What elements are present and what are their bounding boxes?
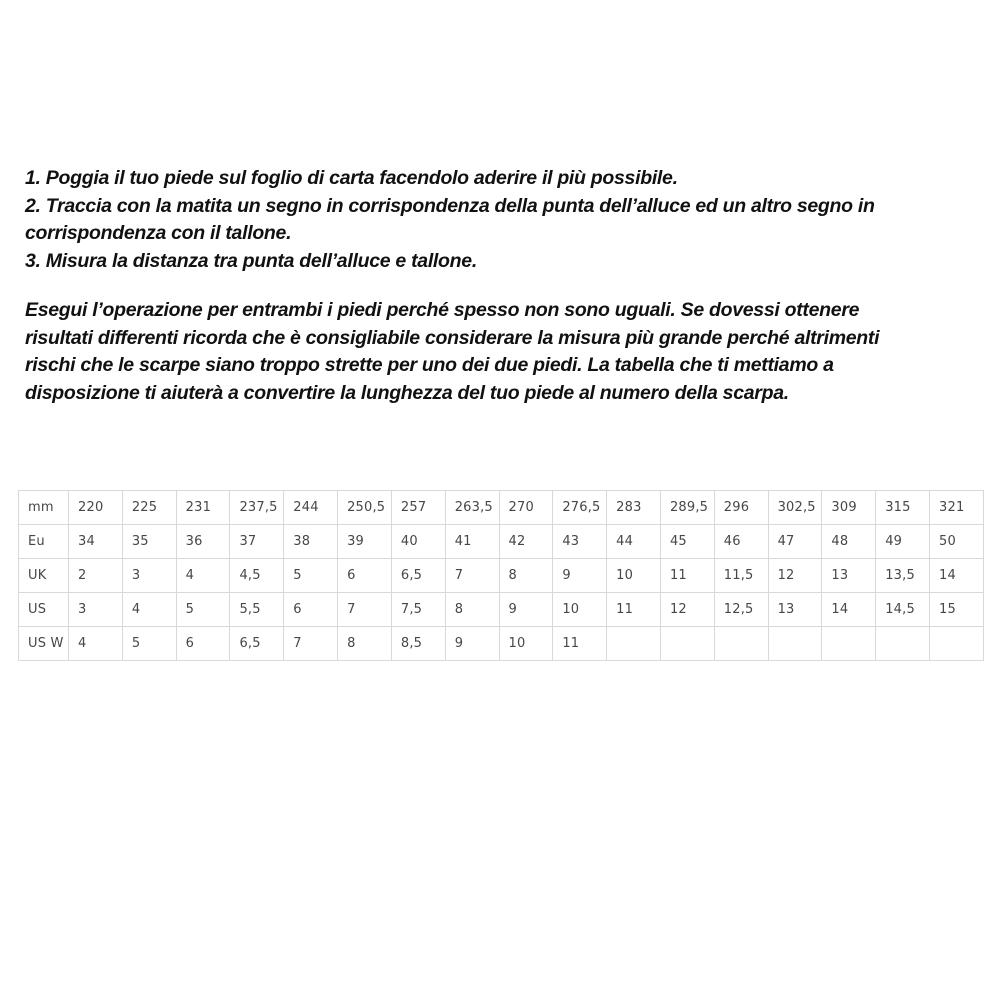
step-line-3: 3. Misura la distanza tra punta dell’alluce e tallone. xyxy=(25,249,477,272)
size-value-cell: 11,5 xyxy=(714,559,768,593)
size-value-cell: 257 xyxy=(391,491,445,525)
size-value-cell: 14,5 xyxy=(876,593,930,627)
size-value-cell: 39 xyxy=(338,525,392,559)
size-value-cell: 44 xyxy=(607,525,661,559)
size-value-cell xyxy=(768,627,822,661)
size-value-cell: 244 xyxy=(284,491,338,525)
size-value-cell: 276,5 xyxy=(553,491,607,525)
size-value-cell: 6 xyxy=(338,559,392,593)
advice-line-1: Esegui l’operazione per entrambi i piedi perché spesso non sono uguali. Se dovessi ottenere xyxy=(25,299,860,321)
size-value-cell: 8 xyxy=(445,593,499,627)
size-value-cell: 4,5 xyxy=(230,559,284,593)
table-row xyxy=(19,525,984,559)
size-value-cell xyxy=(876,627,930,661)
size-value-cell: 10 xyxy=(499,627,553,661)
size-value-cell: 9 xyxy=(553,559,607,593)
size-value-cell: 6,5 xyxy=(230,627,284,661)
size-value-cell: 7 xyxy=(284,627,338,661)
size-value-cell: 10 xyxy=(607,559,661,593)
size-value-cell: 38 xyxy=(284,525,338,559)
size-value-cell: 4 xyxy=(122,593,176,627)
size-value-cell: 8 xyxy=(338,627,392,661)
size-value-cell: 42 xyxy=(499,525,553,559)
size-value-cell: 48 xyxy=(822,525,876,559)
size-value-cell: 47 xyxy=(768,525,822,559)
size-value-cell: 9 xyxy=(445,627,499,661)
size-value-cell: 10 xyxy=(553,593,607,627)
size-value-cell: 5 xyxy=(122,627,176,661)
size-value-cell: 36 xyxy=(176,525,230,559)
size-value-cell: 5 xyxy=(284,559,338,593)
size-value-cell: 270 xyxy=(499,491,553,525)
row-label-cell: US xyxy=(19,593,69,627)
size-value-cell xyxy=(607,627,661,661)
measurement-steps xyxy=(25,165,875,275)
size-value-cell: 12 xyxy=(768,559,822,593)
step-line-2-continuation: corrispondenza con il tallone. xyxy=(25,222,292,244)
size-value-cell: 231 xyxy=(176,491,230,525)
size-value-cell: 5,5 xyxy=(230,593,284,627)
size-value-cell: 34 xyxy=(69,525,123,559)
size-value-cell: 302,5 xyxy=(768,491,822,525)
size-value-cell: 2 xyxy=(69,559,123,593)
size-value-cell: 6,5 xyxy=(391,559,445,593)
table-row xyxy=(19,593,984,627)
size-value-cell: 250,5 xyxy=(338,491,392,525)
size-value-cell: 263,5 xyxy=(445,491,499,525)
size-value-cell: 321 xyxy=(930,491,984,525)
advice-line-2: risultati differenti ricorda che è consigliabile considerare la misura più grande perché altrimenti xyxy=(25,326,880,349)
size-value-cell: 3 xyxy=(122,559,176,593)
size-value-cell: 237,5 xyxy=(230,491,284,525)
size-value-cell: 4 xyxy=(176,559,230,593)
size-value-cell: 309 xyxy=(822,491,876,525)
size-value-cell: 7 xyxy=(338,593,392,627)
advice-paragraph xyxy=(25,297,879,407)
size-value-cell: 13,5 xyxy=(876,559,930,593)
size-value-cell: 14 xyxy=(930,559,984,593)
size-value-cell: 40 xyxy=(391,525,445,559)
size-value-cell: 225 xyxy=(122,491,176,525)
size-value-cell: 35 xyxy=(122,525,176,559)
size-value-cell: 315 xyxy=(876,491,930,525)
size-conversion-table xyxy=(18,490,984,661)
size-value-cell: 7 xyxy=(445,559,499,593)
size-value-cell: 289,5 xyxy=(660,491,714,525)
row-label-cell: mm xyxy=(19,491,69,525)
advice-line-3: rischi che le scarpe siano troppo strette per uno dei due piedi. La tabella che ti mettiamo a xyxy=(25,354,834,376)
table-row xyxy=(19,627,984,661)
size-value-cell: 13 xyxy=(822,559,876,593)
size-value-cell: 37 xyxy=(230,525,284,559)
advice-line-4: disposizione ti aiuterà a convertire la lunghezza del tuo piede al numero della scarpa. xyxy=(25,381,789,404)
size-value-cell: 296 xyxy=(714,491,768,525)
size-value-cell: 13 xyxy=(768,593,822,627)
size-value-cell: 45 xyxy=(660,525,714,559)
size-value-cell: 6 xyxy=(284,593,338,627)
size-value-cell: 43 xyxy=(553,525,607,559)
table-row xyxy=(19,491,984,525)
size-value-cell: 220 xyxy=(69,491,123,525)
size-value-cell: 14 xyxy=(822,593,876,627)
size-value-cell: 8 xyxy=(499,559,553,593)
size-value-cell: 41 xyxy=(445,525,499,559)
size-value-cell xyxy=(930,627,984,661)
size-value-cell: 4 xyxy=(69,627,123,661)
size-value-cell: 8,5 xyxy=(391,627,445,661)
row-label-cell: Eu xyxy=(19,525,69,559)
size-value-cell xyxy=(822,627,876,661)
table-row xyxy=(19,559,984,593)
size-value-cell xyxy=(660,627,714,661)
step-line-1: 1. Poggia il tuo piede sul foglio di carta facendolo aderire il più possibile. xyxy=(25,167,678,189)
size-value-cell: 5 xyxy=(176,593,230,627)
size-value-cell: 49 xyxy=(876,525,930,559)
step-line-2: 2. Traccia con la matita un segno in corrispondenza della punta dell’alluce ed un altro segno in xyxy=(25,194,875,217)
size-value-cell: 12,5 xyxy=(714,593,768,627)
row-label-cell: US W xyxy=(19,627,69,661)
size-value-cell: 6 xyxy=(176,627,230,661)
row-label-cell: UK xyxy=(19,559,69,593)
size-value-cell xyxy=(714,627,768,661)
size-value-cell: 15 xyxy=(930,593,984,627)
size-value-cell: 50 xyxy=(930,525,984,559)
size-value-cell: 7,5 xyxy=(391,593,445,627)
size-value-cell: 11 xyxy=(660,559,714,593)
size-value-cell: 46 xyxy=(714,525,768,559)
size-value-cell: 283 xyxy=(607,491,661,525)
size-value-cell: 11 xyxy=(553,627,607,661)
size-value-cell: 11 xyxy=(607,593,661,627)
size-value-cell: 12 xyxy=(660,593,714,627)
size-value-cell: 9 xyxy=(499,593,553,627)
size-value-cell: 3 xyxy=(69,593,123,627)
